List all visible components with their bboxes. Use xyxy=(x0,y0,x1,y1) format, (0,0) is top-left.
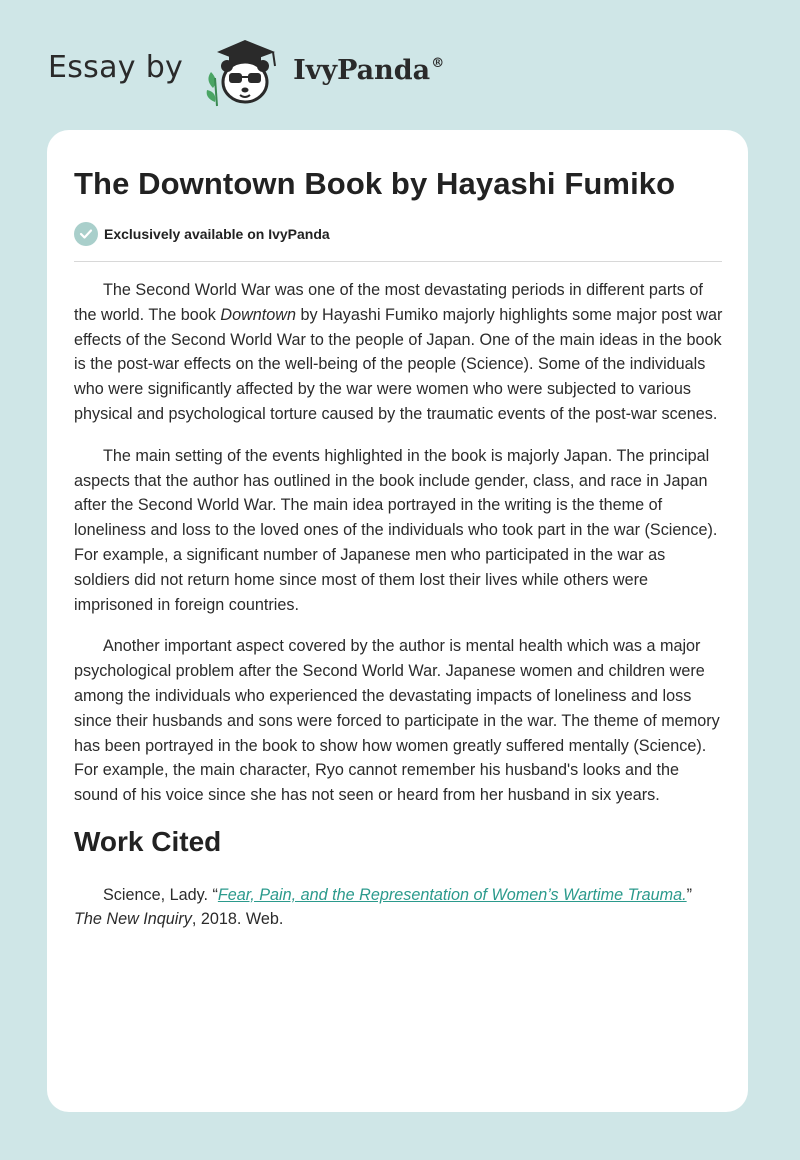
exclusive-badge-text: Exclusively available on IvyPanda xyxy=(104,226,330,242)
essay-by-label: Essay by xyxy=(48,49,184,85)
paragraph: Another important aspect covered by the author is mental health which was a major psychological problem after the Second World War. Japanese women and children were among the individuals who experienced the devastating impacts of loneliness and loss since their husbands and sons were forced to participate in the war. The theme of memory has been portrayed in the book to show how women greatly suffered mentally (Science). For example, the main character, Ryo cannot remember his husband's looks and the sound of his voice since she has not seen or heard from her husband in six years. xyxy=(74,637,720,805)
site-header xyxy=(48,30,444,110)
brand-text: IvyPanda xyxy=(293,54,431,86)
citation-author: Science, Lady. “ xyxy=(103,885,218,904)
brand-name[interactable] xyxy=(293,55,444,86)
ivypanda-logo-icon[interactable] xyxy=(199,30,289,110)
citation-link[interactable]: Fear, Pain, and the Representation of Women’s Wartime Trauma. xyxy=(217,885,687,904)
citation-rest: , 2018. Web. xyxy=(191,910,284,929)
paragraph-text: The Second World War was one of the most devastating periods in different parts of the world. The book xyxy=(74,281,703,324)
citation-quote: ” xyxy=(686,885,693,904)
essay-card xyxy=(47,130,748,1112)
book-title-italic: Downtown xyxy=(220,305,296,324)
paragraph xyxy=(74,278,724,427)
divider xyxy=(74,261,722,262)
works-cited-heading: Work Cited xyxy=(74,825,222,857)
registered-mark: ® xyxy=(431,55,445,71)
citation xyxy=(74,883,724,933)
checkmark-icon xyxy=(74,222,98,246)
paragraph-text: by Hayashi Fumiko majorly highlights some major post war effects of the Second World War to the people of Japan. One of the main ideas in the book is the post-war effects on the well-being of the people (Science). Some of the individuals who were significantly affected by the war were women who were subjected to various physical and psychological torture caused by the traumatic events of the post-war scenes. xyxy=(74,305,723,423)
citation-journal: The New Inquiry xyxy=(74,910,192,929)
essay-body xyxy=(74,278,724,949)
paragraph: The main setting of the events highlighted in the book is majorly Japan. The principal aspects that the author has outlined in the book include gender, class, and race in Japan after the Second World War. The main idea portrayed in the writing is the theme of loneliness and loss to the loved ones of the individuals who took part in the war (Science). For example, a significant number of Japanese men who participated in the war as soldiers did not return home since most of them lost their lives while others were imprisoned in foreign countries. xyxy=(74,446,718,614)
page-title: The Downtown Book by Hayashi Fumiko xyxy=(74,166,676,201)
exclusive-badge xyxy=(74,222,330,246)
